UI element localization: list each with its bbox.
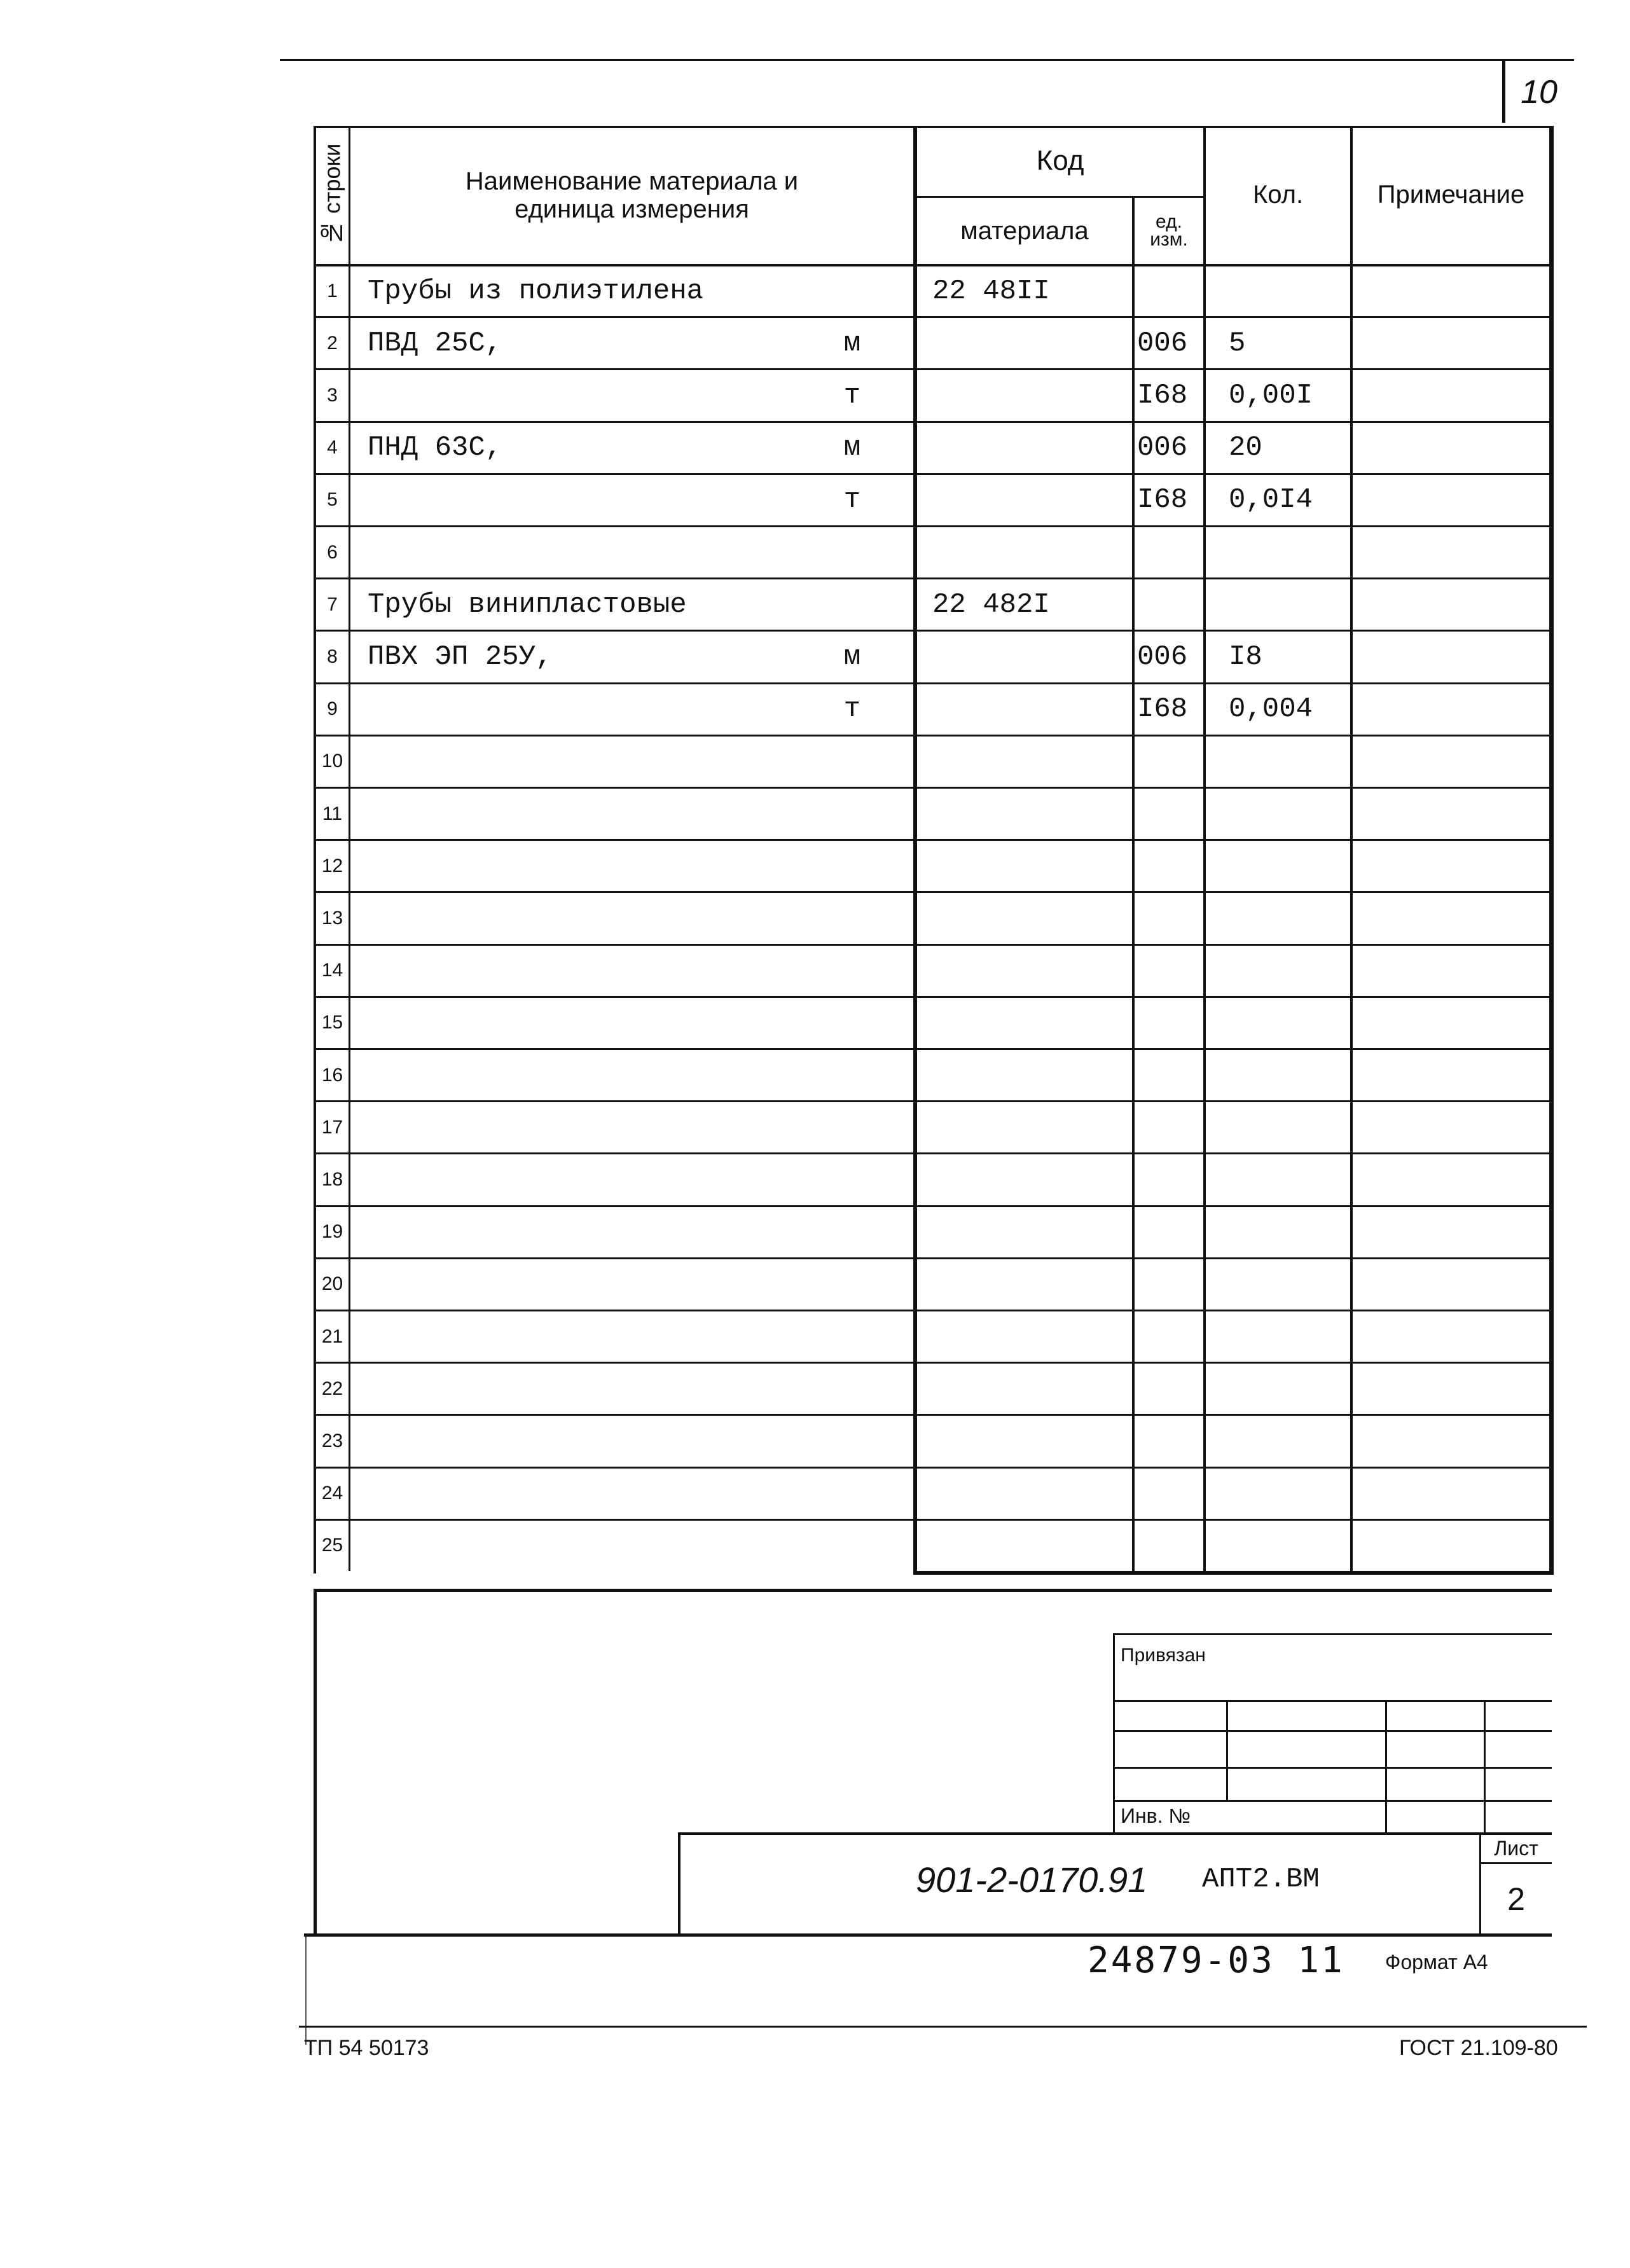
row-unit-code	[1137, 946, 1203, 996]
row-unit-code: I68	[1137, 693, 1188, 726]
row-unit-code: I68	[1137, 379, 1188, 411]
doc-box-left	[678, 1832, 680, 1937]
row-material-code	[932, 423, 1132, 473]
row-name	[368, 1259, 876, 1310]
stamp-vline-3	[1484, 1700, 1486, 1832]
row-number: 23	[321, 1430, 343, 1451]
row-name	[368, 789, 876, 839]
row-unit: м	[843, 327, 861, 359]
row-material-code: 22 482I	[932, 588, 1050, 621]
row-number: 24	[321, 1483, 343, 1504]
row-number: 11	[322, 803, 343, 824]
col-line-4	[1203, 126, 1206, 1571]
row-unit-code	[1137, 736, 1203, 787]
row-number: 7	[327, 593, 338, 615]
row-number: 12	[321, 855, 343, 876]
row-name	[368, 475, 876, 525]
inv-no-label: Инв. №	[1121, 1804, 1191, 1827]
stamp-vline-2	[1385, 1700, 1387, 1832]
top-border	[280, 59, 1574, 61]
row-number: 3	[327, 384, 338, 406]
row-unit	[827, 579, 878, 630]
row-qty	[1229, 1364, 1350, 1414]
bottom-table-border	[315, 1589, 1552, 1592]
row-number: 15	[321, 1012, 343, 1034]
row-name	[368, 998, 876, 1048]
col-line-1	[349, 126, 350, 1571]
row-unit-code	[1137, 893, 1203, 943]
row-number: 8	[327, 646, 338, 667]
row-note	[1357, 1469, 1549, 1519]
row-number: 5	[327, 489, 338, 511]
sheet-box-divider	[1479, 1862, 1552, 1864]
row-material-code	[932, 318, 1132, 368]
row-note	[1357, 1154, 1549, 1205]
row-unit-code	[1137, 1364, 1203, 1414]
row-qty	[1229, 1416, 1350, 1466]
row-qty	[1229, 527, 1350, 577]
row-number: 17	[321, 1116, 343, 1138]
row-note	[1357, 789, 1549, 839]
row-unit: м	[843, 432, 861, 464]
row-material-code	[932, 527, 1132, 577]
row-unit-code	[1137, 579, 1203, 630]
row-number: 2	[327, 332, 338, 354]
row-name: Трубы из полиэтилена	[368, 275, 704, 307]
row-unit-code	[1137, 1469, 1203, 1519]
row-unit: т	[843, 693, 861, 726]
row-number: 22	[321, 1378, 343, 1399]
document-mark: АПТ2.ВМ	[1202, 1863, 1320, 1895]
row-number: 21	[321, 1325, 343, 1347]
row-qty	[1229, 1102, 1350, 1152]
row-unit: т	[843, 484, 861, 516]
row-unit	[827, 1102, 878, 1152]
row-qty: 0,004	[1229, 693, 1313, 726]
row-unit-code: 006	[1137, 640, 1188, 673]
row-name	[368, 1469, 876, 1519]
row-unit	[827, 1521, 878, 1571]
row-name	[368, 527, 876, 577]
document-code: 901-2-0170.91	[916, 1859, 1148, 1900]
row-note	[1357, 423, 1549, 473]
stamp-line-3	[1113, 1767, 1552, 1769]
row-material-code	[932, 1102, 1132, 1152]
row-name	[368, 1416, 876, 1466]
row-unit	[827, 1311, 878, 1362]
row-unit-code: 006	[1137, 432, 1188, 464]
row-qty	[1229, 1259, 1350, 1310]
row-number: 9	[327, 698, 338, 720]
row-note	[1357, 1521, 1549, 1571]
row-name	[368, 1050, 876, 1100]
row-unit-code	[1137, 998, 1203, 1048]
row-qty	[1229, 1050, 1350, 1100]
row-qty	[1229, 266, 1350, 316]
row-name	[368, 946, 876, 996]
row-material-code: 22 48II	[932, 275, 1050, 307]
stamp-left-line	[1113, 1633, 1115, 1832]
row-number: 13	[321, 907, 343, 929]
row-number: 16	[321, 1064, 343, 1086]
row-qty: 5	[1229, 327, 1246, 359]
row-note	[1357, 946, 1549, 996]
title-block-left-border	[314, 1589, 317, 1937]
row-unit	[827, 893, 878, 943]
row-unit-code	[1137, 1102, 1203, 1152]
row-qty	[1229, 1154, 1350, 1205]
row-unit-code	[1137, 266, 1203, 316]
row-qty: 0,0I4	[1229, 484, 1313, 516]
doc-box-top	[679, 1832, 1552, 1835]
row-qty	[1229, 736, 1350, 787]
row-unit	[827, 1207, 878, 1257]
row-qty	[1229, 1311, 1350, 1362]
stamp-top-line	[1113, 1633, 1552, 1635]
page-number: 10	[1521, 74, 1557, 111]
stamp-line-2	[1113, 1730, 1552, 1732]
row-unit	[827, 841, 878, 891]
row-qty	[1229, 1469, 1350, 1519]
row-unit	[827, 1050, 878, 1100]
row-qty	[1229, 998, 1350, 1048]
attached-label: Привязан	[1121, 1645, 1206, 1666]
row-material-code	[932, 1416, 1132, 1466]
row-qty	[1229, 893, 1350, 943]
format-label: Формат А4	[1385, 1950, 1488, 1974]
row-unit	[827, 1364, 878, 1414]
row-name	[368, 736, 876, 787]
col-line-5	[1350, 126, 1353, 1571]
row-number: 4	[327, 437, 338, 459]
row-name: ПВХ ЭП 25У,	[368, 640, 553, 673]
row-note	[1357, 1416, 1549, 1466]
row-note	[1357, 841, 1549, 891]
row-unit-code	[1137, 527, 1203, 577]
row-name	[368, 1364, 876, 1414]
stamp-line-1	[1113, 1700, 1552, 1702]
row-material-code	[932, 998, 1132, 1048]
row-unit: м	[843, 640, 861, 673]
row-material-code	[932, 789, 1132, 839]
row-name	[368, 841, 876, 891]
row-unit-code	[1137, 1416, 1203, 1466]
row-unit-code	[1137, 1521, 1203, 1571]
row-unit	[827, 527, 878, 577]
header-qty: Кол.	[1252, 181, 1304, 209]
left-margin-line	[305, 1937, 307, 2045]
stamp-vline-1	[1226, 1700, 1228, 1800]
row-name	[368, 1102, 876, 1152]
row-material-code	[932, 1521, 1132, 1571]
row-note	[1357, 632, 1549, 682]
row-note	[1357, 318, 1549, 368]
row-material-code	[932, 1207, 1132, 1257]
row-note	[1357, 893, 1549, 943]
row-note	[1357, 527, 1549, 577]
footer-left-code: ТП 54 50173	[304, 2035, 429, 2060]
col-line-3	[1132, 196, 1135, 1571]
title-block-bottom	[304, 1933, 1552, 1937]
page-number-box-divider	[1502, 59, 1505, 123]
row-number: 1	[327, 280, 338, 301]
header-code-unit: ед. изм.	[1150, 211, 1188, 250]
row-material-code	[932, 1154, 1132, 1205]
row-number: 14	[321, 960, 343, 981]
row-note	[1357, 1259, 1549, 1310]
row-name	[368, 1311, 876, 1362]
row-unit	[827, 266, 878, 316]
row-material-code	[932, 684, 1132, 735]
row-qty	[1229, 946, 1350, 996]
row-material-code	[932, 632, 1132, 682]
row-qty: 0,00I	[1229, 379, 1313, 411]
col-line-6	[1549, 126, 1554, 1573]
row-material-code	[932, 946, 1132, 996]
sheet-number: 2	[1507, 1881, 1525, 1917]
header-name: Наименование материала и единица измерения	[465, 167, 799, 223]
row-number: 18	[321, 1168, 343, 1190]
row-unit	[827, 789, 878, 839]
row-unit-code	[1137, 1207, 1203, 1257]
row-number: 19	[321, 1221, 343, 1243]
header-row-no: № строки	[319, 143, 345, 247]
row-material-code	[932, 841, 1132, 891]
row-name	[368, 1207, 876, 1257]
sheet-label: Лист	[1494, 1836, 1538, 1860]
row-name: ПНД 63С,	[368, 432, 502, 464]
row-number: 25	[321, 1535, 343, 1556]
row-unit	[827, 1259, 878, 1310]
row-unit	[827, 1469, 878, 1519]
row-unit-code	[1137, 1311, 1203, 1362]
row-unit	[827, 946, 878, 996]
body-bottom-line	[913, 1571, 1554, 1575]
row-material-code	[932, 736, 1132, 787]
row-name	[368, 1154, 876, 1205]
row-name: ПВД 25С,	[368, 327, 502, 359]
row-note	[1357, 370, 1549, 420]
row-name	[368, 370, 876, 420]
row-qty: 20	[1229, 432, 1262, 464]
row-note	[1357, 1364, 1549, 1414]
row-unit-code	[1137, 1259, 1203, 1310]
row-note	[1357, 1050, 1549, 1100]
row-qty	[1229, 789, 1350, 839]
footer-rule	[299, 2026, 1587, 2028]
row-material-code	[932, 1259, 1132, 1310]
row-number: 6	[327, 541, 338, 563]
row-note	[1357, 736, 1549, 787]
row-name	[368, 893, 876, 943]
row-qty	[1229, 579, 1350, 630]
row-qty	[1229, 1521, 1350, 1571]
row-qty: I8	[1229, 640, 1262, 673]
row-unit-code	[1137, 1154, 1203, 1205]
row-name: Трубы винипластовые	[368, 588, 687, 621]
row-number: 10	[321, 750, 343, 772]
row-note	[1357, 1102, 1549, 1152]
row-name	[368, 684, 876, 735]
archive-number: 24879-03 11	[1088, 1940, 1344, 1981]
row-unit-code: I68	[1137, 484, 1188, 516]
sheet-box-left	[1479, 1832, 1481, 1937]
header-note: Примечание	[1377, 181, 1525, 209]
col-line-2	[913, 126, 917, 1573]
row-note	[1357, 579, 1549, 630]
row-material-code	[932, 1469, 1132, 1519]
row-material-code	[932, 1364, 1132, 1414]
row-unit	[827, 1154, 878, 1205]
row-unit-code	[1137, 841, 1203, 891]
row-unit-code	[1137, 1050, 1203, 1100]
row-material-code	[932, 893, 1132, 943]
row-material-code	[932, 1050, 1132, 1100]
row-unit-code: 006	[1137, 327, 1188, 359]
row-unit	[827, 736, 878, 787]
row-note	[1357, 998, 1549, 1048]
row-note	[1357, 266, 1549, 316]
row-unit: т	[843, 379, 861, 411]
row-material-code	[932, 475, 1132, 525]
row-note	[1357, 1311, 1549, 1362]
row-note	[1357, 684, 1549, 735]
row-unit	[827, 998, 878, 1048]
row-unit-code	[1137, 789, 1203, 839]
row-qty	[1229, 1207, 1350, 1257]
row-material-code	[932, 1311, 1132, 1362]
row-name	[368, 1521, 876, 1571]
row-unit	[827, 1416, 878, 1466]
row-material-code	[932, 370, 1132, 420]
row-note	[1357, 1207, 1549, 1257]
header-code-material: материала	[960, 216, 1089, 245]
row-note	[1357, 475, 1549, 525]
row-number: 20	[321, 1273, 343, 1295]
row-qty	[1229, 841, 1350, 891]
header-code: Код	[1036, 145, 1084, 176]
footer-right-code: ГОСТ 21.109-80	[1399, 2035, 1558, 2060]
